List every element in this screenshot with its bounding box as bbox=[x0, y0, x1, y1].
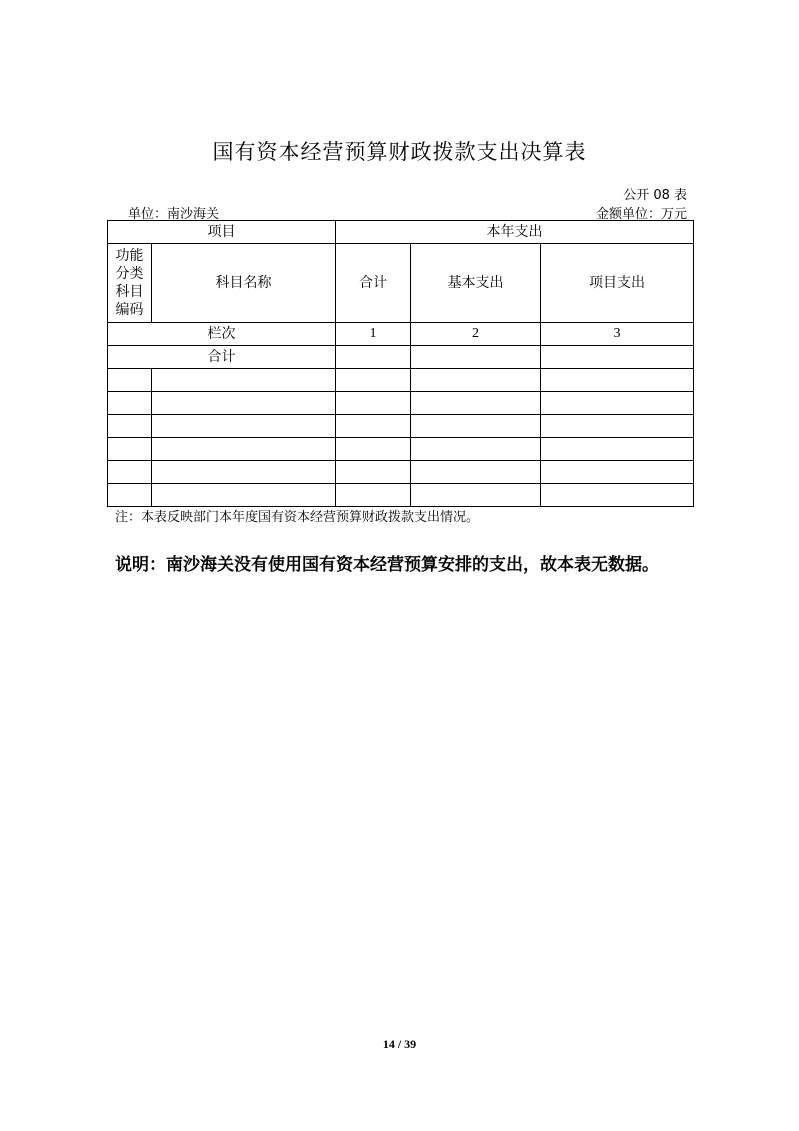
table-row bbox=[108, 415, 694, 438]
table-row bbox=[108, 392, 694, 415]
table-cell bbox=[336, 461, 411, 484]
table-cell bbox=[411, 438, 541, 461]
table-cell bbox=[411, 484, 541, 507]
row-index-3: 3 bbox=[541, 323, 694, 346]
table-cell bbox=[152, 369, 336, 392]
header-expense: 本年支出 bbox=[336, 221, 694, 244]
row-total bbox=[108, 346, 694, 369]
table-cell bbox=[541, 346, 694, 369]
func-code-line: 分类 bbox=[115, 266, 144, 282]
table-cell bbox=[108, 484, 152, 507]
table-cell bbox=[411, 415, 541, 438]
table-cell bbox=[541, 392, 694, 415]
func-code-line: 功能 bbox=[115, 248, 144, 264]
table-cell bbox=[541, 369, 694, 392]
table-row bbox=[108, 484, 694, 507]
table-cell bbox=[152, 438, 336, 461]
header-basic: 基本支出 bbox=[411, 244, 541, 323]
table-cell bbox=[336, 484, 411, 507]
header-func-code bbox=[108, 244, 152, 323]
form-code: 公开 08 表 bbox=[623, 188, 687, 203]
header-project: 项目支出 bbox=[541, 244, 694, 323]
table-cell bbox=[411, 346, 541, 369]
table-cell bbox=[336, 392, 411, 415]
table-cell bbox=[152, 415, 336, 438]
table-cell bbox=[152, 484, 336, 507]
explanation: 说明：南沙海关没有使用国有资本经营预算安排的支出，故本表无数据。 bbox=[115, 555, 659, 575]
table-cell bbox=[336, 346, 411, 369]
table-cell bbox=[336, 369, 411, 392]
table-cell bbox=[108, 461, 152, 484]
table-note: 注：本表反映部门本年度国有资本经营预算财政拨款支出情况。 bbox=[115, 510, 480, 525]
row-index bbox=[108, 323, 694, 346]
func-code-line: 科目 bbox=[115, 284, 144, 300]
header-row-1 bbox=[108, 221, 694, 244]
table-cell bbox=[108, 438, 152, 461]
header-subject-name: 科目名称 bbox=[152, 244, 336, 323]
table-cell bbox=[541, 438, 694, 461]
page-number: 14 / 39 bbox=[382, 1037, 417, 1051]
table-cell bbox=[336, 415, 411, 438]
table-cell bbox=[108, 392, 152, 415]
table-row bbox=[108, 438, 694, 461]
table-row bbox=[108, 369, 694, 392]
table-cell bbox=[541, 415, 694, 438]
table-title: 国有资本经营预算财政拨款支出决算表 bbox=[212, 140, 587, 164]
table-row bbox=[108, 461, 694, 484]
table-cell bbox=[108, 415, 152, 438]
table-cell bbox=[411, 369, 541, 392]
unit-label: 单位：南沙海关 bbox=[128, 207, 220, 222]
table-cell bbox=[152, 461, 336, 484]
table-cell bbox=[411, 461, 541, 484]
func-code-line: 编码 bbox=[115, 302, 144, 318]
row-index-2: 2 bbox=[411, 323, 541, 346]
row-index-1: 1 bbox=[336, 323, 411, 346]
header-row-2 bbox=[108, 244, 694, 323]
table-cell bbox=[541, 461, 694, 484]
row-index-label: 栏次 bbox=[108, 323, 336, 346]
table-cell bbox=[108, 369, 152, 392]
table-cell bbox=[411, 392, 541, 415]
header-total: 合计 bbox=[336, 244, 411, 323]
expense-table bbox=[107, 220, 694, 507]
table-cell bbox=[336, 438, 411, 461]
table-cell bbox=[541, 484, 694, 507]
row-total-label: 合计 bbox=[108, 346, 336, 369]
header-item: 项目 bbox=[108, 221, 336, 244]
money-unit-label: 金额单位：万元 bbox=[595, 207, 687, 222]
table-cell bbox=[152, 392, 336, 415]
